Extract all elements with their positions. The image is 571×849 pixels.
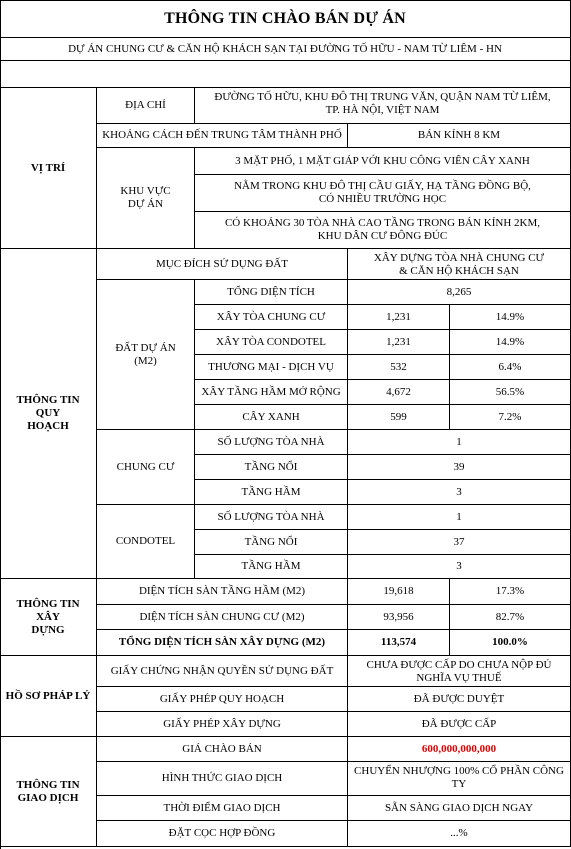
xay-dung-row-label: DIỆN TÍCH SÀN CHUNG CƯ (M2) [97, 605, 348, 630]
muc-dich-value: XÂY DỰNG TÒA NHÀ CHUNG CƯ & CĂN HỘ KHÁCH SẠN [348, 249, 571, 280]
xay-dung-row-pct: 82.7% [450, 605, 571, 630]
dat-row-label: XÂY TÒA CHUNG CƯ [195, 305, 348, 330]
xay-dung-row-area: 19,618 [348, 579, 450, 605]
chung-cu-row-label: SỐ LƯỢNG TÒA NHÀ [195, 430, 348, 455]
chung-cu-row-value: 39 [348, 455, 571, 480]
condotel-row-value: 1 [348, 505, 571, 530]
dat-row-pct: 7.2% [450, 405, 571, 430]
page-subtitle: DỰ ÁN CHUNG CƯ & CĂN HỘ KHÁCH SẠN TẠI ĐƯỜNG TỐ HỮU - NAM TỪ LIÊM - HN [0, 38, 571, 61]
dia-chi-label: ĐỊA CHỈ [97, 88, 195, 124]
xay-dung-total-label: TỔNG DIỆN TÍCH SÀN XÂY DỰNG (M2) [97, 630, 348, 656]
phap-ly-row-value: CHƯA ĐƯỢC CẤP DO CHƯA NỘP ĐỦ NGHĨA VỤ THUẾ [348, 656, 571, 687]
dat-row-pct: 6.4% [450, 355, 571, 380]
dat-row-area: 599 [348, 405, 450, 430]
chung-cu-row-value: 3 [348, 480, 571, 505]
dia-chi-value: ĐƯỜNG TỐ HỮU, KHU ĐÔ THỊ TRUNG VĂN, QUẬN NAM TỪ LIÊM, TP. HÀ NỘI, VIỆT NAM [195, 88, 571, 124]
dat-row-pct: 14.9% [450, 305, 571, 330]
xay-dung-total-pct: 100.0% [450, 630, 571, 656]
page-title: THÔNG TIN CHÀO BÁN DỰ ÁN [0, 0, 571, 38]
xay-dung-row-pct: 17.3% [450, 579, 571, 605]
phap-ly-row-label: GIẤY CHỨNG NHẬN QUYỀN SỬ DỤNG ĐẤT [97, 656, 348, 687]
condotel-row-label: TẦNG NỔI [195, 530, 348, 555]
chung-cu-row-label: TẦNG HẦM [195, 480, 348, 505]
section-giao-dich: THÔNG TIN GIAO DỊCH [0, 737, 97, 847]
gia-chao-ban-value: 600,000,000,000 [348, 737, 571, 762]
dat-row-area: 1,231 [348, 330, 450, 355]
dat-du-an-label: ĐẤT DỰ ÁN (M2) [97, 280, 195, 430]
dat-row-area: 1,231 [348, 305, 450, 330]
section-phap-ly: HỒ SƠ PHÁP LÝ [0, 656, 97, 737]
gia-chao-ban-label: GIÁ CHÀO BÁN [97, 737, 348, 762]
giao-dich-row-label: ĐẶT CỌC HỢP ĐỒNG [97, 821, 348, 847]
tong-dien-tich-value: 8,265 [348, 280, 571, 305]
section-quy-hoach: THÔNG TIN QUY HOẠCH [0, 249, 97, 579]
giao-dich-row-value: SẴN SÀNG GIAO DỊCH NGAY [348, 796, 571, 821]
dat-row-label: XÂY TẦNG HẦM MỞ RỘNG [195, 380, 348, 405]
dat-row-label: CÂY XANH [195, 405, 348, 430]
dat-row-label: XÂY TÒA CONDOTEL [195, 330, 348, 355]
condotel-label: CONDOTEL [97, 505, 195, 579]
dat-row-label: THƯƠNG MẠI - DỊCH VỤ [195, 355, 348, 380]
spacer-row [0, 61, 571, 88]
khu-vuc-item: 3 MẶT PHỐ, 1 MẶT GIÁP VỚI KHU CÔNG VIÊN CÂY XANH [195, 148, 571, 175]
chung-cu-row-value: 1 [348, 430, 571, 455]
khu-vuc-label: KHU VỰC DỰ ÁN [97, 148, 195, 249]
giao-dich-row-value: CHUYỂN NHƯỢNG 100% CỔ PHẦN CÔNG TY [348, 762, 571, 796]
dat-row-pct: 14.9% [450, 330, 571, 355]
phap-ly-row-value: ĐÃ ĐƯỢC DUYỆT [348, 687, 571, 712]
condotel-row-label: SỐ LƯỢNG TÒA NHÀ [195, 505, 348, 530]
section-vi-tri: VỊ TRÍ [0, 88, 97, 249]
giao-dich-row-label: HÌNH THỨC GIAO DỊCH [97, 762, 348, 796]
condotel-row-label: TẦNG HẦM [195, 555, 348, 579]
muc-dich-label: MỤC ĐÍCH SỬ DỤNG ĐẤT [97, 249, 348, 280]
phap-ly-row-label: GIẤY PHÉP XÂY DỰNG [97, 712, 348, 737]
tong-dien-tich-label: TỔNG DIỆN TÍCH [195, 280, 348, 305]
chung-cu-row-label: TẦNG NỔI [195, 455, 348, 480]
condotel-row-value: 3 [348, 555, 571, 579]
khu-vuc-item: CÓ KHOẢNG 30 TÒA NHÀ CAO TẦNG TRONG BÁN KÍNH 2KM, KHU DÂN CƯ ĐÔNG ĐÚC [195, 212, 571, 249]
condotel-row-value: 37 [348, 530, 571, 555]
xay-dung-row-label: DIỆN TÍCH SÀN TẦNG HẦM (M2) [97, 579, 348, 605]
khoang-cach-value: BÁN KÍNH 8 KM [348, 124, 571, 148]
dat-row-pct: 56.5% [450, 380, 571, 405]
section-xay-dung: THÔNG TIN XÂY DỰNG [0, 579, 97, 656]
xay-dung-row-area: 93,956 [348, 605, 450, 630]
giao-dich-row-value: ...% [348, 821, 571, 847]
phap-ly-row-label: GIẤY PHÉP QUY HOẠCH [97, 687, 348, 712]
khu-vuc-item: NẰM TRONG KHU ĐÔ THỊ CẦU GIẤY, HẠ TẦNG ĐỒNG BỘ, CÓ NHIỀU TRƯỜNG HỌC [195, 175, 571, 212]
dat-row-area: 4,672 [348, 380, 450, 405]
chung-cu-label: CHUNG CƯ [97, 430, 195, 505]
dat-row-area: 532 [348, 355, 450, 380]
giao-dich-row-label: THỜI ĐIỂM GIAO DỊCH [97, 796, 348, 821]
xay-dung-total-area: 113,574 [348, 630, 450, 656]
phap-ly-row-value: ĐÃ ĐƯỢC CẤP [348, 712, 571, 737]
khoang-cach-label: KHOẢNG CÁCH ĐẾN TRUNG TÂM THÀNH PHỐ [97, 124, 348, 148]
